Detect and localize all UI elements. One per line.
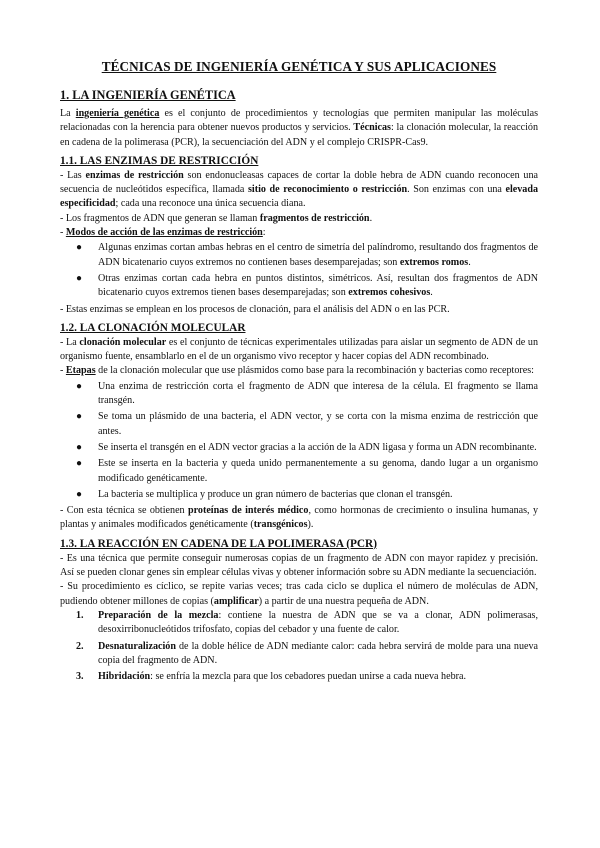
bullet-icon: ●: [76, 380, 83, 392]
section-heading-1-3: 1.3. LA REACCIÓN EN CADENA DE LA POLIMERASA (PCR): [60, 537, 377, 550]
bullet-icon: ●: [76, 441, 83, 453]
modes-list: [60, 241, 538, 300]
list-item: ● Se toma un plásmido de una bacteria, el ADN vector, y se corta con la misma enzima de restricción que antes.: [76, 411, 538, 437]
list-item: 3. Hibridación: se enfría la mezcla para que los cebadores puedan unirse a cada nueva hebra.: [76, 671, 467, 683]
pcr-steps-list: [60, 609, 538, 684]
list-item: ● Algunas enzimas cortan ambas hebras en el centro de simetría del palíndromo, resultando dos fragmentos de ADN bicatenario cuyos extremos no contienen bases desemparejadas; son extremos romos.: [76, 242, 538, 268]
bullet-icon: ●: [76, 411, 83, 423]
bullet-icon: ●: [76, 272, 83, 284]
list-item: ● Una enzima de restricción corta el fragmento de ADN que interesa de la célula. El fragmento se llama transgén.: [76, 380, 538, 407]
pcr-procedure-paragraph: - Su procedimiento es cíclico, se repite varias veces; tras cada ciclo se duplica el número de moléculas de ADN, pudiendo obtener millones de copias (amplificar) a partir de una nuestra pequeña de ADN.: [60, 581, 538, 607]
list-item: ● La bacteria se multiplica y produce un gran número de bacterias que clonan el transgén.: [98, 488, 538, 502]
list-item: ● Se inserta el transgén en el ADN vector gracias a la acción de la ADN ligasa y forma un ADN recombinante.: [98, 441, 538, 455]
document-title: TÉCNICAS DE INGENIERÍA GENÉTICA Y SUS APLICACIONES: [101, 59, 497, 74]
fragments-paragraph: - Los fragmentos de ADN que generan se llaman fragmentos de restricción.: [60, 212, 373, 224]
modes-paragraph: - Modos de acción de las enzimas de restricción:: [60, 227, 266, 239]
section-heading-1: 1. LA INGENIERÍA GENÉTICA: [60, 88, 236, 102]
list-item: ● Otras enzimas cortan cada hebra en puntos distintos, simétricos. Así, resultan dos fragmentos de ADN bicatenario cuyos extremos tienen bases desemparejadas; son extremos cohesivos.: [76, 272, 538, 299]
stages-paragraph: - Etapas de la clonación molecular que use plásmidos como base para la recombinación y bacterias como receptores:: [60, 365, 534, 377]
bullet-icon: ●: [76, 242, 83, 254]
uses-paragraph: - Estas enzimas se emplean en los procesos de clonación, para el análisis del ADN o en las PCR.: [60, 303, 450, 315]
products-paragraph: - Con esta técnica se obtienen proteínas de interés médico, como hormonas de crecimiento o insulina humanas, y plantas y animales modificados genéticamente (transgénicos).: [60, 505, 538, 531]
list-item: ● Este se inserta en la bacteria y queda unido permanentemente a su genoma, dando lugar a un organismo modificado genéticamente.: [76, 458, 538, 484]
section-heading-1-1: 1.1. LAS ENZIMAS DE RESTRICCIÓN: [60, 154, 259, 167]
section-1-paragraph: La ingeniería genética es el conjunto de procedimientos y tecnologías que permiten manipular las moléculas relacionadas con la herencia para obtener nuevos productos y servicios. Técnicas: la clonación molecular, la reacción en cadena de la polimerasa (PCR), la secuenciación del ADN y el complejo CRISPR-Cas9.: [60, 108, 539, 148]
stages-list: [60, 380, 538, 502]
bullet-icon: ●: [76, 458, 83, 470]
pcr-paragraph: - Es una técnica que permite conseguir numerosas copias de un fragmento de ADN con mayor rapidez y precisión. Así se pueden clonar genes sin emplear células vivas y obtener información sobre su ADN mediante la secuenciación.: [60, 552, 538, 579]
list-item: 1. Preparación de la mezcla: contiene la nuestra de ADN que se va a clonar, ADN polimerasas, desoxirribonucleótidos trifosfato, copias del cebador y una fuente de calor.: [76, 609, 538, 636]
section-heading-1-2: 1.2. LA CLONACIÓN MOLECULAR: [60, 321, 246, 334]
bullet-icon: ●: [76, 488, 83, 500]
enzymes-paragraph: - Las enzimas de restricción son endonucleasas capaces de cortar la doble hebra de ADN cuando reconocen una secuencia de nucleótidos específica, llamada sitio de reconocimiento o restricción. Son enzimas con una elevada especificidad; cada una reconoce una única secuencia diana.: [60, 169, 539, 210]
cloning-paragraph: - La clonación molecular es el conjunto de técnicas experimentales utilizadas para aislar un segmento de ADN de un organismo fuente, ensamblarlo en el de un organismo vivo receptor y hacer copias del ADN recombinado.: [60, 336, 539, 363]
list-item: 2. Desnaturalización de la doble hélice de ADN mediante calor: cada hebra servirá de molde para una nueva copia del fragmento de ADN.: [76, 640, 538, 666]
